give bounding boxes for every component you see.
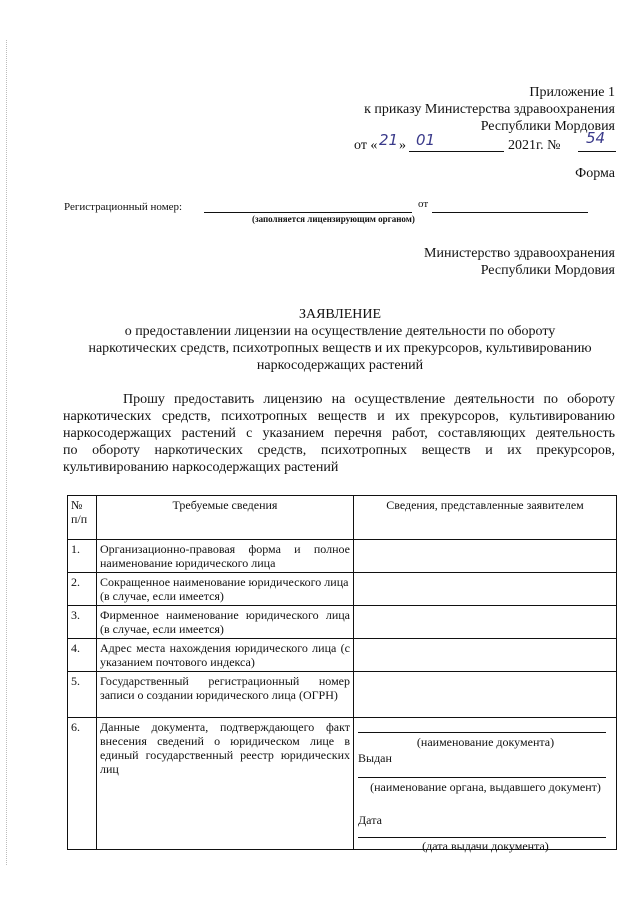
- table-header-row: [68, 496, 617, 540]
- row-num: 2.: [68, 573, 97, 606]
- table-row: [68, 639, 617, 672]
- row-required: Государственный регистрационный номер записи о создании юридического лица (ОГРН): [97, 672, 354, 718]
- date-prefix: от «: [354, 138, 378, 153]
- paragraph-line: наркосодержащих растений с указанием перечня работ, составляющих деятельность: [63, 426, 615, 441]
- request-paragraph: [63, 391, 615, 476]
- row-required: Сокращенное наименование юридического лица (в случае, если имеется): [97, 573, 354, 606]
- table-row: [68, 606, 617, 639]
- registration-note: (заполняется лицензирующим органом): [252, 214, 415, 224]
- paragraph-line: культивированию наркосодержащих растений: [63, 460, 339, 475]
- table-row: [68, 672, 617, 718]
- table-row: [68, 718, 617, 850]
- header-required: Требуемые сведения: [97, 496, 354, 540]
- row-num: 3.: [68, 606, 97, 639]
- paragraph-line: Прошу предоставить лицензию на осуществление деятельности по обороту: [123, 392, 615, 407]
- registration-from-label: от: [418, 198, 429, 210]
- row-value-cell[interactable]: [354, 672, 617, 718]
- row-value-cell[interactable]: [354, 718, 617, 853]
- header-num: № п/п: [68, 496, 97, 540]
- title-line3: наркосодержащих растений: [256, 358, 424, 373]
- date-label: Дата: [358, 813, 382, 827]
- header-provided: Сведения, представленные заявителем: [354, 496, 617, 540]
- paragraph-line: наркотических средств, психотропных веществ и их прекурсоров, культивированию: [63, 409, 615, 424]
- row-required: Адрес места нахождения юридического лица (с указанием почтового индекса): [97, 639, 354, 672]
- addressee-line1: Министерство здравоохранения: [424, 246, 615, 261]
- row-value-cell[interactable]: [354, 606, 617, 639]
- date-month: 01: [416, 131, 436, 149]
- row-num: 6.: [68, 718, 97, 850]
- title-line1: о предоставлении лицензии на осуществление деятельности по обороту: [124, 324, 556, 339]
- row-num: 4.: [68, 639, 97, 672]
- issuer-line: [358, 777, 606, 778]
- row-value-cell[interactable]: [354, 540, 617, 573]
- row-required: Организационно-правовая форма и полное наименование юридического лица: [97, 540, 354, 573]
- order-number-underline: [578, 151, 616, 152]
- issued-label: Выдан: [358, 751, 392, 765]
- row-required: Данные документа, подтверждающего факт внесения сведений о юридическом лице в единый государственный реестр юридических лиц: [97, 718, 354, 850]
- title-line2: наркотических средств, психотропных веществ и их прекурсоров, культивированию: [88, 341, 592, 356]
- date-day: 21: [379, 131, 399, 149]
- row-num: 5.: [68, 672, 97, 718]
- order-number: 54: [586, 129, 606, 147]
- scan-edge-marks: [6, 40, 8, 865]
- paragraph-line: по обороту наркотических средств, психотропных веществ и их прекурсоров,: [63, 443, 615, 458]
- appendix-label: Приложение 1: [529, 85, 615, 100]
- date-month-underline: [409, 151, 504, 152]
- table-row: [68, 540, 617, 573]
- registration-date-field[interactable]: [432, 212, 588, 213]
- addressee-line2: Республики Мордовия: [480, 263, 615, 278]
- issue-date-line: [358, 837, 606, 838]
- issue-date-caption: (дата выдачи документа): [422, 839, 549, 853]
- doc-name-caption: (наименование документа): [416, 735, 555, 749]
- order-reference: к приказу Министерства здравоохранения: [364, 102, 615, 117]
- information-table: [67, 495, 617, 853]
- row-value-cell[interactable]: [354, 639, 617, 672]
- registration-label: Регистрационный номер:: [64, 201, 183, 213]
- row-value-cell[interactable]: [354, 573, 617, 606]
- doc-name-line: [358, 732, 606, 733]
- issuer-caption: (наименование органа, выдавшего документ): [370, 780, 601, 794]
- order-date-line: [354, 129, 616, 154]
- registration-number-field[interactable]: [204, 212, 412, 213]
- ministry-region: Республики Мордовия: [480, 119, 615, 134]
- table-row: [68, 573, 617, 606]
- form-label: Форма: [575, 166, 615, 181]
- row-required: Фирменное наименование юридического лица (в случае, если имеется): [97, 606, 354, 639]
- document-title: ЗАЯВЛЕНИЕ: [298, 307, 382, 322]
- date-year: 2021г. №: [508, 138, 561, 153]
- row-num: 1.: [68, 540, 97, 573]
- date-mid: »: [399, 138, 406, 153]
